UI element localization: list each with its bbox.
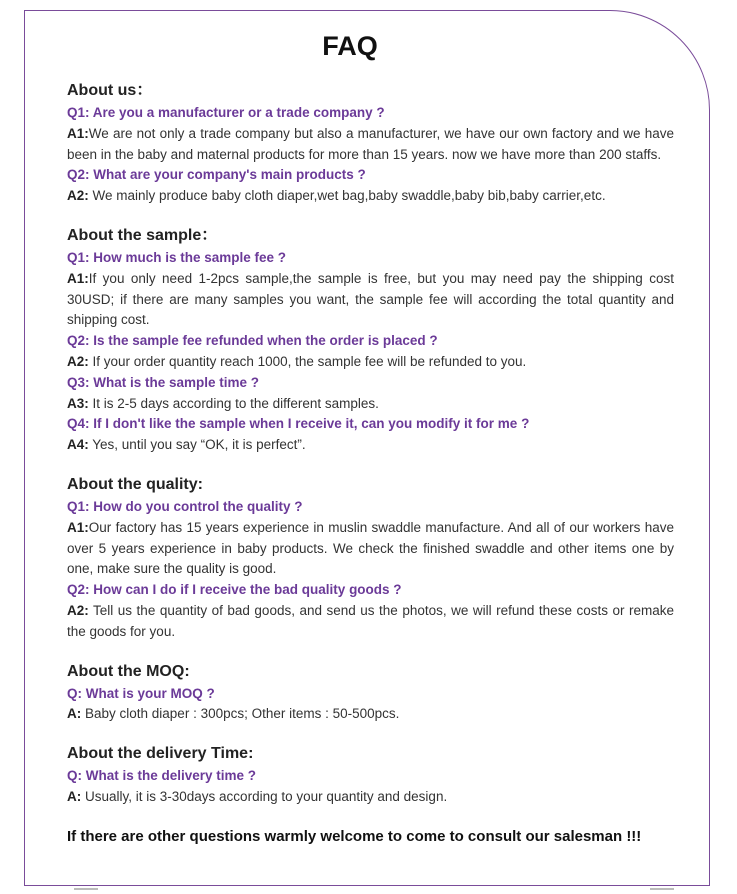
- answer-text: We are not only a trade company but also a manufacturer, we have our own factory and we have been in the baby and maternal products for more than 15 years. now we have more than 200 staffs.: [67, 125, 674, 162]
- answer: [67, 601, 674, 643]
- answer-label: A2:: [67, 188, 89, 204]
- section-heading: About the sample：: [67, 226, 218, 244]
- answer-text: Tell us the quantity of bad goods, and send us the photos, we will refund these costs or remake the goods for you.: [67, 602, 674, 639]
- answer-label: A:: [67, 706, 82, 722]
- answer-text: It is 2-5 days according to the different samples.: [88, 395, 379, 411]
- section-heading: About the quality:: [67, 475, 203, 493]
- answer: [67, 186, 674, 207]
- answer: [67, 124, 674, 166]
- closing-message: If there are other questions warmly welcome to come to consult our salesman !!!: [67, 827, 642, 845]
- answer-label: A2:: [67, 353, 89, 369]
- question: Q3: What is the sample time ?: [67, 374, 260, 390]
- section-about-quality: [67, 474, 674, 643]
- answer-label: A1:: [67, 270, 89, 286]
- page-title: FAQ: [322, 31, 378, 61]
- answer: [67, 435, 674, 456]
- answer: [67, 394, 674, 415]
- answer: [67, 352, 674, 373]
- section-heading: About the MOQ:: [67, 662, 190, 680]
- answer-text: Baby cloth diaper : 300pcs; Other items : 50-500pcs.: [81, 706, 400, 722]
- question: Q4: If I don't like the sample when I receive it, can you modify it for me ?: [67, 416, 530, 432]
- question: Q2: Is the sample fee refunded when the order is placed ?: [67, 333, 438, 349]
- answer: [67, 269, 674, 331]
- question: Q: What is the delivery time ?: [67, 768, 257, 784]
- section-heading: About the delivery Time:: [67, 745, 254, 763]
- question: Q1: How much is the sample fee ?: [67, 249, 287, 265]
- section-about-delivery: [67, 743, 674, 808]
- answer-text: We mainly produce baby cloth diaper,wet bag,baby swaddle,baby bib,baby carrier,etc.: [88, 188, 606, 204]
- answer-text: Usually, it is 3-30days according to your quantity and design.: [81, 788, 448, 804]
- question: Q1: How do you control the quality ?: [67, 498, 303, 514]
- answer: [67, 704, 674, 725]
- answer-text: If your order quantity reach 1000, the sample fee will be refunded to you.: [88, 353, 527, 369]
- answer-label: A1:: [67, 519, 89, 535]
- answer: [67, 787, 674, 808]
- answer-label: A4:: [67, 437, 89, 453]
- faq-content: [67, 80, 674, 848]
- answer-label: A:: [67, 788, 82, 804]
- answer-text: Our factory has 15 years experience in muslin swaddle manufacture. And all of our workers have over 5 years experience in baby products. We check the finished swaddle and other items one by one, make sure the quality is good.: [67, 519, 674, 577]
- section-about-moq: [67, 661, 674, 726]
- section-about-us: [67, 80, 674, 207]
- answer-text: Yes, until you say “OK, it is perfect”.: [88, 437, 306, 453]
- answer-label: A3:: [67, 395, 89, 411]
- answer-label: A2:: [67, 602, 89, 618]
- answer: [67, 518, 674, 580]
- answer-label: A1:: [67, 125, 89, 141]
- bottom-edge-marks: [0, 888, 737, 894]
- question: Q: What is your MOQ ?: [67, 685, 215, 701]
- question: Q1: Are you a manufacturer or a trade company ?: [67, 105, 385, 120]
- answer-text: If you only need 1-2pcs sample,the sample is free, but you may need pay the shipping cost 30USD; if there are many samples you want, the sample fee will according the total quantity and shipping cost.: [67, 270, 674, 328]
- section-heading: About us：: [67, 82, 153, 99]
- question: Q2: How can I do if I receive the bad quality goods ?: [67, 582, 402, 598]
- question: Q2: What are your company's main products ?: [67, 167, 366, 183]
- section-about-sample: [67, 225, 674, 456]
